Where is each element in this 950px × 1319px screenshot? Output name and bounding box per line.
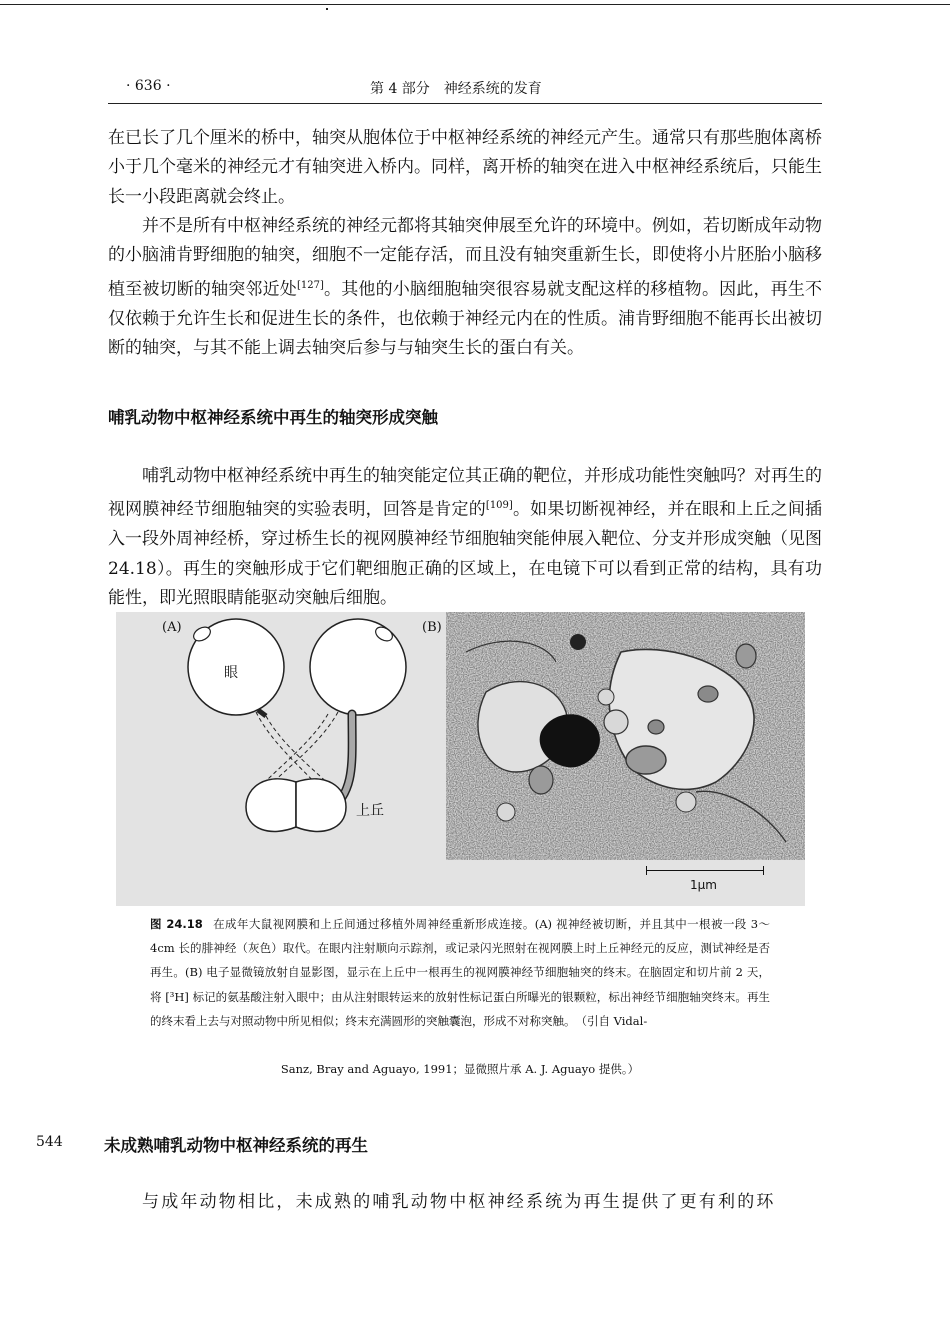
scale-bar [646, 870, 764, 871]
margin-page-number: 544 [36, 1134, 63, 1150]
mitochondrion [648, 720, 664, 734]
citation-127: [127] [296, 279, 324, 291]
figure-number: 图 24.18 [150, 917, 203, 931]
eye-label: 眼 [224, 665, 238, 681]
scale-bar-tick [646, 866, 647, 875]
scan-speck [326, 8, 328, 10]
synaptic-vesicle [676, 792, 696, 812]
section-heading-synapse: 哺乳动物中枢神经系统中再生的轴突形成突触 [108, 408, 438, 427]
paragraph-2 [108, 212, 822, 363]
paragraph-2-text-a: 并不是所有中枢神经系统的神经元都将其轴突伸展至允许的环境中。例如，若切断成年动物的小脑浦肯野细胞的轴突，细胞不一定能存活，而且没有轴突重新生长，即使将小片胚胎小脑移植至被切断的轴突邻近处 [108, 216, 822, 300]
scale-bar-label: 1μm [690, 878, 717, 892]
mitochondrion [626, 746, 666, 774]
figure-caption [150, 912, 770, 1033]
page-number: · 636 · [126, 78, 171, 94]
left-colliculus-icon [246, 779, 296, 832]
section-heading-immature: 未成熟哺乳动物中枢神经系统的再生 [104, 1136, 368, 1155]
mitochondrion [698, 686, 718, 702]
mitochondrion [736, 644, 756, 668]
electron-micrograph [446, 612, 805, 860]
paragraph-2-text-b: 。其他的小脑细胞轴突很容易就支配这样的移植物。因此，再生不仅依赖于允许生长和促进生长的条件，也依赖于神经元内在的性质。浦肯野细胞不能再长出被切断的轴突，与其不能上调去轴突后参与与轴突生长的蛋白有关。 [108, 279, 823, 358]
panel-a-label: (A) [162, 620, 182, 635]
running-header [108, 74, 822, 100]
silver-grain [570, 634, 586, 650]
synaptic-vesicle [604, 710, 628, 734]
citation-109: [109] [485, 500, 513, 512]
paragraph-4: 与成年动物相比，未成熟的哺乳动物中枢神经系统为再生提供了更有利的环 [142, 1192, 776, 1212]
figure-caption-text: 在成年大鼠视网膜和上丘间通过移植外周神经重新形成连接。(A) 视神经被切断，并且其中一根被一段 3～4cm 长的腓神经（灰色）取代。在眼内注射顺向示踪剂，或记录闪光照射在视网膜上时上丘神经元的反应，测试神经是否再生。(B) 电子显微镜放射自显影图，显示在上丘中一根再生的视网膜神经节细胞轴突的终末。在脑固定和切片前 2 天，将 [³H] 标记的氨基酸注射入眼中；由从注射眼转运来的放射性标记蛋白所曝光的银颗粒，标出神经节细胞轴突终末。再生的终末看上去与对照动物中所见相似；终末充满圆形的突触囊泡，形成不对称突触。 （引自 Vidal- [150, 917, 770, 1028]
mitochondrion [529, 766, 553, 794]
top-edge-rule [0, 4, 950, 5]
colliculus-label: 上丘 [356, 803, 384, 819]
panel-b-label: (B) [422, 620, 442, 635]
panel-a-diagram [116, 612, 446, 906]
cut-nerve-stub-icon [258, 710, 266, 716]
figure-caption-credit: Sanz, Bray and Aguayo, 1991；显微照片承 A. J. Aguayo 提供。） [280, 1062, 640, 1076]
header-rule [108, 103, 822, 104]
paragraph-3 [108, 462, 822, 613]
running-title: 第 4 部分 神经系统的发育 [370, 81, 542, 97]
scale-bar-tick [763, 866, 764, 875]
paragraph-3-text-b: 。如果切断视神经，并在眼和上丘之间插入一段外周神经桥，穿过桥生长的视网膜神经节细胞轴突能伸展入靶位、分支并形成突触（见图 24.18）。再生的突触形成于它们靶细胞正确的区域上，在电镜下可以看到正常的结构，具有功能性，即光照眼睛能驱动突触后细胞。 [108, 499, 823, 608]
paragraph-3-text-a: 哺乳动物中枢神经系统中再生的轴突能定位其正确的靶位，并形成功能性突触吗？对再生的视网膜神经节细胞轴突的实验表明，回答是肯定的 [108, 466, 822, 520]
synaptic-vesicle [497, 803, 515, 821]
right-colliculus-icon [296, 779, 346, 832]
synaptic-vesicle [598, 689, 614, 705]
paragraph-1: 在已长了几个厘米的桥中，轴突从胞体位于中枢神经系统的神经元产生。通常只有那些胞体离桥小于几个毫米的神经元才有轴突进入桥内。同样，离开桥的轴突在进入中枢神经系统后，只能生长一小段距离就会终止。 [108, 128, 822, 207]
